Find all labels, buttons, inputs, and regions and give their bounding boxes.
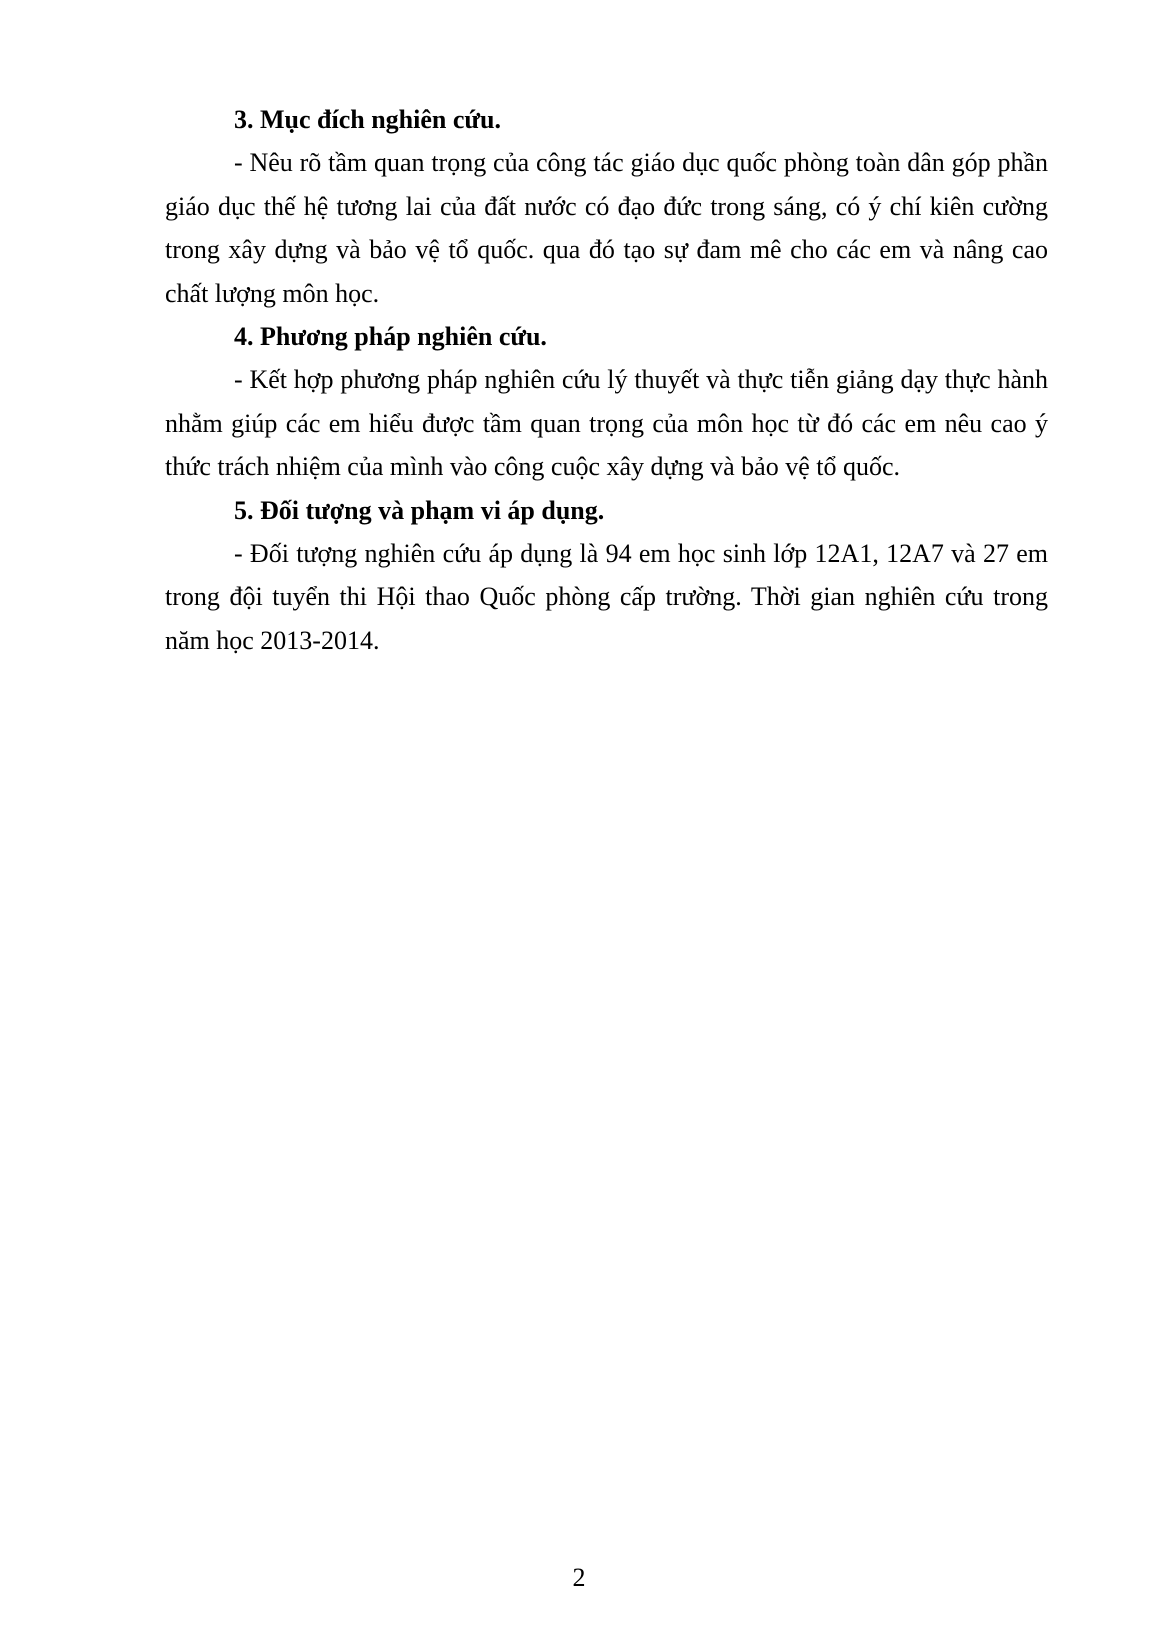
section-body-scope: - Đối tượng nghiên cứu áp dụng là 94 em học sinh lớp 12A1, 12A7 và 27 em trong đội tuyển thi Hội thao Quốc phòng cấp trường. Thời gian nghiên cứu trong năm học 2013-2014. bbox=[165, 538, 1048, 655]
section-heading-scope: 5. Đối tượng và phạm vi áp dụng. bbox=[234, 495, 605, 525]
section-body-purpose: - Nêu rõ tầm quan trọng của công tác giáo dục quốc phòng toàn dân góp phần giáo dục thế hệ tương lai của đất nước có đạo đức trong sáng, có ý chí kiên cường trong xây dựng và bảo vệ tổ quốc. qua đó tạo sự đam mê cho các em và nâng cao chất lượng môn học. bbox=[165, 148, 1048, 308]
page-content bbox=[165, 98, 1048, 662]
section-heading-purpose: 3. Mục đích nghiên cứu. bbox=[234, 105, 501, 134]
section-heading-method: 4. Phương pháp nghiên cứu. bbox=[234, 322, 547, 351]
page-number: 2 bbox=[572, 1563, 586, 1592]
section-body-method: - Kết hợp phương pháp nghiên cứu lý thuyết và thực tiễn giảng dạy thực hành nhằm giúp các em hiểu được tầm quan trọng của môn học từ đó các em nêu cao ý thức trách nhiệm của mình vào công cuộc xây dựng và bảo vệ tổ quốc. bbox=[165, 365, 1048, 481]
